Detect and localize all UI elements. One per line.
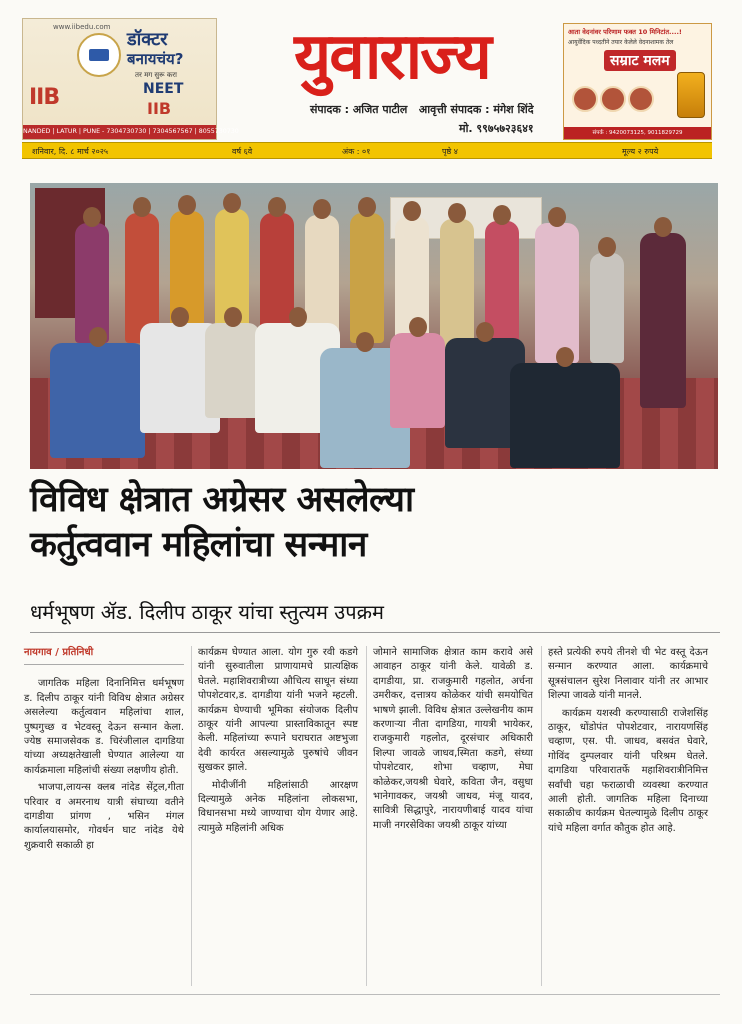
headline-line1: विविध क्षेत्रात अग्रेसर असलेल्या <box>30 480 414 520</box>
subheadline-divider <box>30 632 720 633</box>
article-column-3 <box>373 646 533 836</box>
person <box>205 323 260 418</box>
balm-ad-top-line: आता वेदनांवर परिणाम फक्त 10 मिनिटांत....! <box>568 28 682 36</box>
phone-number: मो. ९९७५७२३६४१ <box>459 122 534 135</box>
person <box>390 333 445 428</box>
byline: नायगाव / प्रतिनिधी <box>24 647 94 658</box>
person <box>350 213 384 343</box>
headline-line2: कर्तुत्ववान महिलांचा सन्मान <box>30 525 367 565</box>
issue-date: शनिवार, दि. ८ मार्च २०२५ <box>32 147 109 156</box>
paragraph: हस्ते प्रत्येकी रुपये तीनशे ची भेट वस्तू देऊन सन्मान करण्यात आला. कार्यक्रमाचे सूत्रसंचालन सुरेश निलावार यांनी तर आभार शिल्पा जावळे यांनी मानले. <box>548 647 708 702</box>
column-divider <box>541 646 542 986</box>
person <box>75 223 109 343</box>
ad-brand-big: IIB <box>29 85 60 110</box>
paragraph: कार्यक्रम यशस्वी करण्यासाठी राजेशसिंह ठाकूर, धोंडोपंत पोपशेटवार, नारायणसिंह चव्हाण, एस. पी. जाधव, बसवंत घेवारे, गोविंद दुम्पलवार यांनी परिश्रम घेतले. दागडिया परिवारातर्फे महाशिवरात्रीनिमित्त सर्वांची चहा फराळाची व्यवस्था करण्यात आली होती. जागतिक महिला दिनाच्या सकाळीच कार्यक्रम घेतल्यामुळे दिलीप ठाकूर यांचे महिला वर्गात कौतुक होत आहे. <box>548 707 708 834</box>
editors-line <box>310 102 534 117</box>
person <box>640 233 686 408</box>
paragraph: कार्यक्रम घेण्यात आला. योग गुरु रवी कडगे यांनी सुरुवातीला प्राणायामचे प्रात्यक्षिक घेतले. महाशिवरात्रीच्या औचित्य साधून संध्या पोपशेटवार,ड. दागडीया यांनी भजने म्हटली. कार्यक्रम घेण्याची भूमिका संयोजक दिलीप ठाकूर यांनी आपल्या प्रास्ताविकातून स्पष्ट केली. महिलांच्या रूपाने घराघरात अष्टभुजा देवी कार्यरत असल्यामुळे पुरुषांचे जीवन सुखकर झाले. <box>198 647 358 774</box>
ad-logo-icon <box>77 33 121 77</box>
price: मूल्य २ रुपये <box>622 147 659 156</box>
subheadline: धर्मभूषण ॲड. दिलीप ठाकूर यांचा स्तुत्यम उपक्रम <box>30 600 384 624</box>
issue-number: अंक : ०१ <box>342 147 371 156</box>
ad-brand-small: IIB <box>147 99 172 118</box>
article-bottom-rule <box>30 994 720 995</box>
ad-question-line1: डॉक्टर <box>127 29 168 50</box>
article-column-4 <box>548 646 708 839</box>
ad-website: www.iibedu.com <box>53 23 111 31</box>
ad-tagline: तर मग सुरू करा <box>135 71 177 79</box>
article-column-1 <box>24 646 184 856</box>
balm-ad-contact: संपर्क : 9420073125, 9011829729 <box>564 127 711 139</box>
person <box>510 363 620 468</box>
dateline-bar <box>22 142 712 159</box>
person <box>535 223 579 363</box>
masthead <box>22 18 712 146</box>
person <box>590 253 624 363</box>
balm-advertisement <box>563 23 712 140</box>
paragraph: जोमाने सामाजिक क्षेत्रात काम करावे असे आवाहन ठाकूर यांनी केले. यावेळी ड. दागडीया, प्रा. राजकुमारी गहलोत, अर्चना उमरीकर, दत्तात्रय कोळेकर यांची समयोचित भाषणे झाली. विविध क्षेत्रात उल्लेखनीय काम करणाऱ्या नीता दागडिया, गायत्री भायेकर, राजकुमारी गहलोत, दूरसंचार अधिकारी शिल्पा जावळे जाधव,स्मिता कडगे, संध्या पोपशेटवार, शोभा चव्हाण, मेघा कोळेकर,जयश्री घेवारे, कविता जैन, वसुधा भानेगावकर, जयश्री जाधव, मंजू यादव, सावित्री सिद्धापुरे, नारायणीबाई यादव यांचा माजी नगरसेविका जयश्री ठाकूर यांच्या <box>373 647 533 831</box>
article-column-2 <box>198 646 358 839</box>
event-photo <box>30 183 718 469</box>
ad-exam: NEET <box>143 81 184 97</box>
balm-product-name: सम्राट मलम <box>604 50 676 71</box>
column-divider <box>366 646 367 986</box>
coaching-advertisement <box>22 18 239 140</box>
paragraph: मोदीजींनी महिलांसाठी आरक्षण दिल्यामुळे अनेक महिलांना लोकसभा, विधानसभा मध्ये जाण्याचा योग येणार आहे. त्यामुळे महिलांनी अधिक <box>198 779 358 834</box>
executive-editor: आवृत्ती संपादक : मंगेश शिंदे <box>418 103 534 116</box>
paragraph: भाजपा,लायन्स क्लब नांदेड सेंट्रल,गीता परिवार व अमरनाथ यात्री संघाच्या वतीने दागडीया प्रांगण , भसिन मंगल कार्यालयासमोर, गोवर्धन घाट नांदेड येथे शुक्रवारी सकाळी हा <box>24 782 184 851</box>
byline-divider <box>24 664 184 665</box>
person <box>440 219 474 349</box>
paragraph: जागतिक महिला दिनानिमित्त धर्मभूषण ड. दिलीप ठाकूर यांनी विविध क्षेत्रात अग्रेसर असलेल्या कर्तुत्ववान महिलांचा शाल, पुष्पगुच्छ व भेटवस्तू देऊन सन्मान केला. ज्येष्ठ समाजसेवक ड. चिरंजीलाल दागडिया यांच्या अध्यक्षतेखाली घेण्यात आलेल्या या कार्यक्रमाला महिलांची संख्या लक्षणीय होती. <box>24 678 184 776</box>
balm-ad-sub-line: आयुर्वेदिक पध्दतीने तयार केलेले वेदनाशामक तेल <box>568 39 674 46</box>
page-count: पृष्ठे ४ <box>442 147 458 156</box>
editor: संपादक : अजित पाटील <box>310 103 408 116</box>
column-divider <box>191 646 192 986</box>
balm-jar-icon <box>677 72 705 118</box>
issue-year: वर्ष ६वे <box>232 147 253 156</box>
headline <box>30 478 720 568</box>
person <box>50 343 145 458</box>
ad-contacts: NANDED | LATUR | PUNE - 7304730730 | 7304567567 | 8055730730 <box>23 125 216 139</box>
ad-question-line2: बनायचंय? <box>127 50 184 68</box>
newspaper-title: युवाराज्य <box>294 20 490 94</box>
